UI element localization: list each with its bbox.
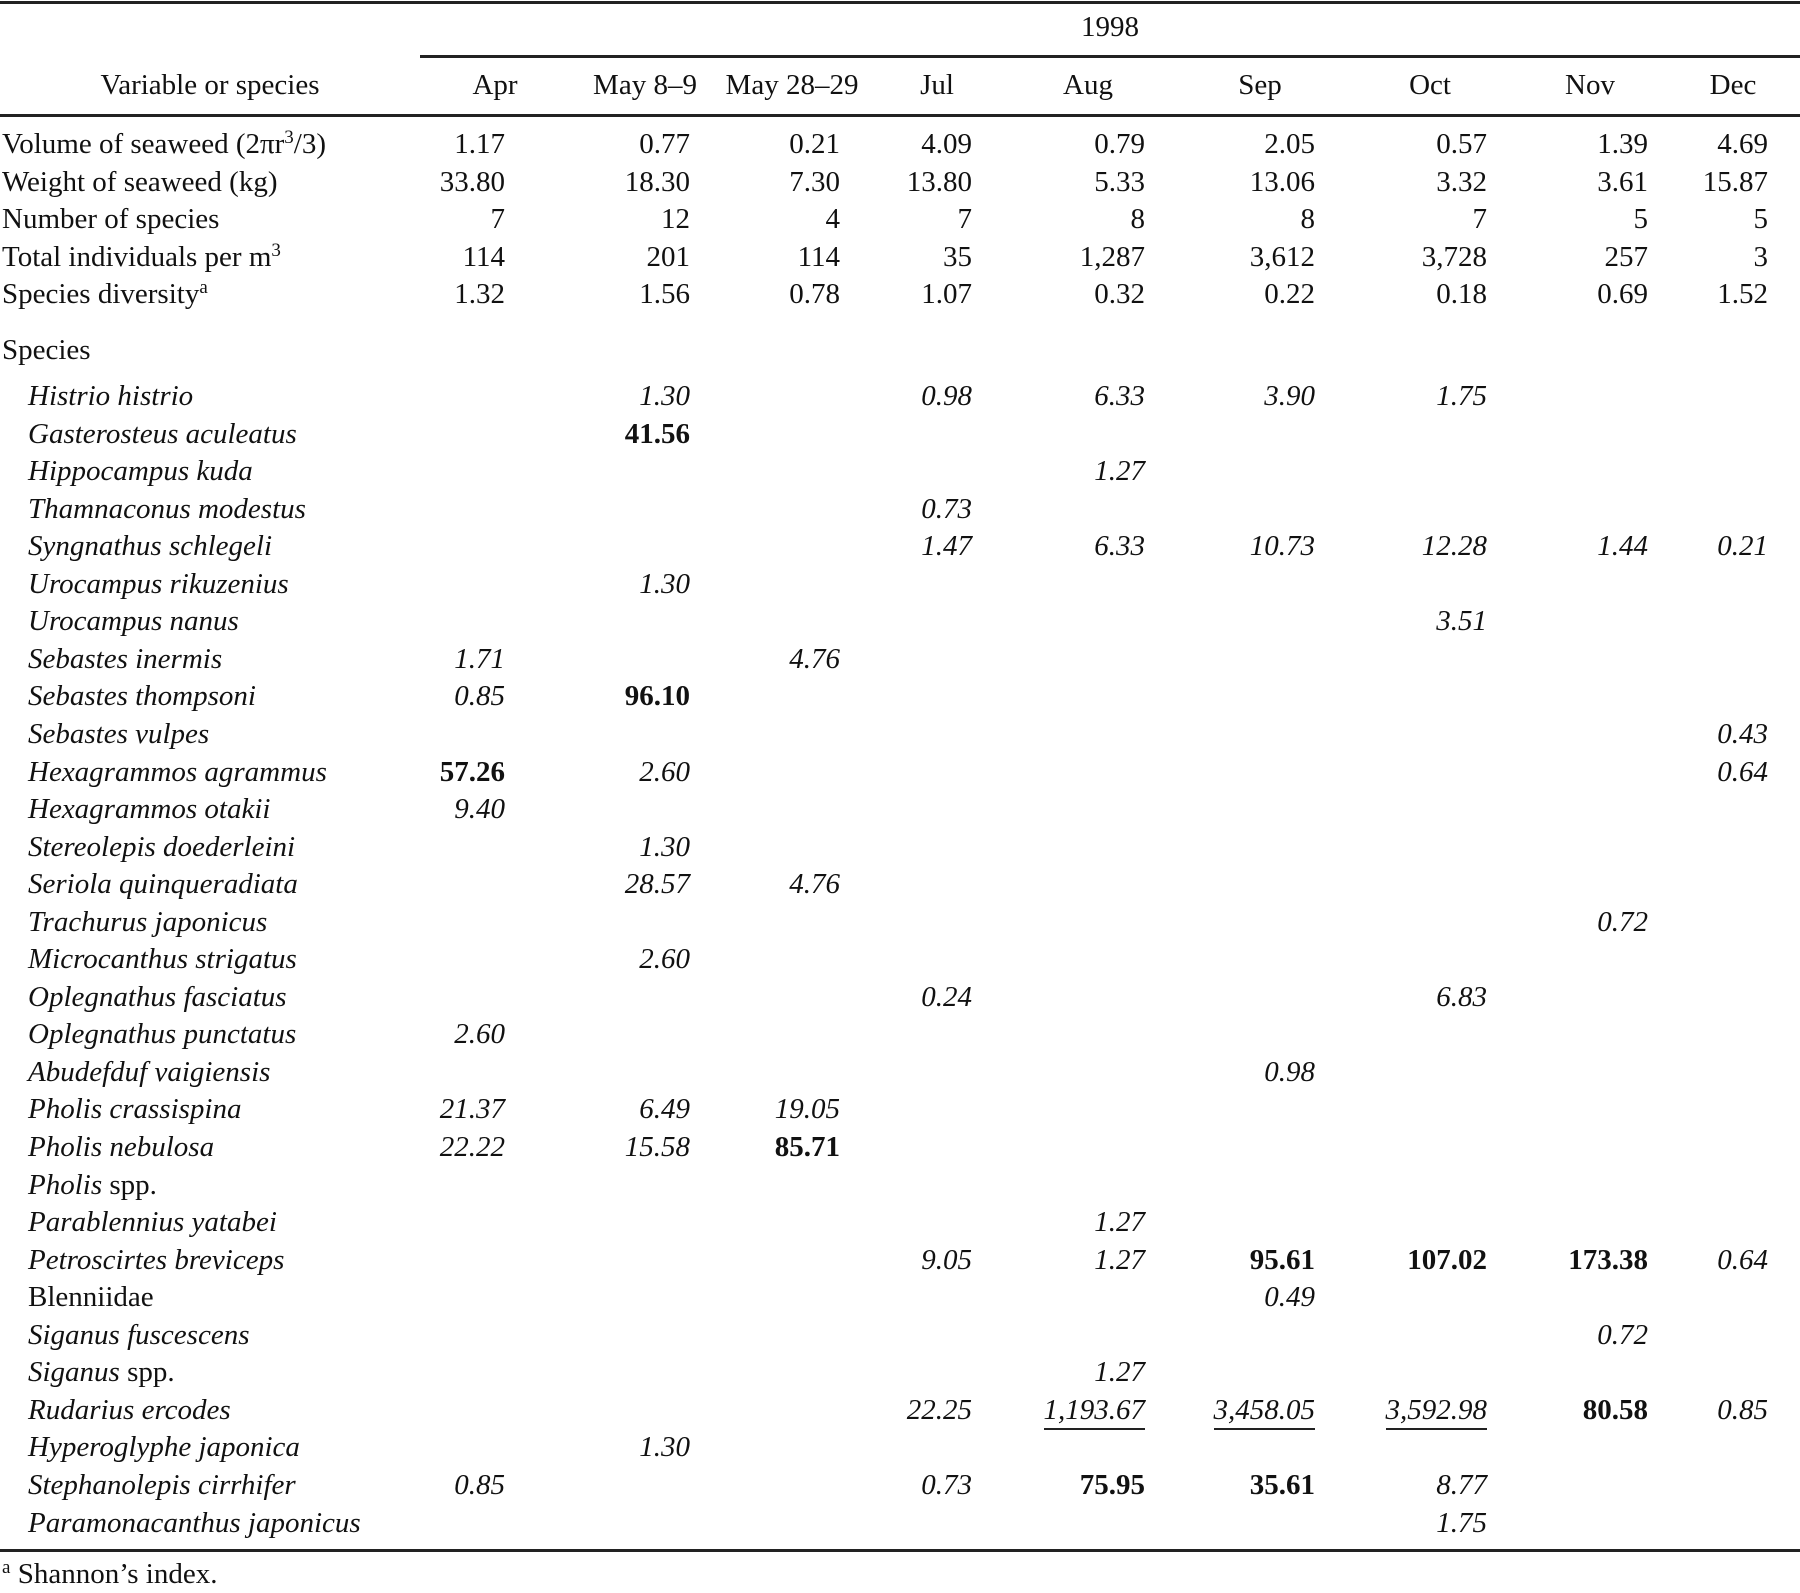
species-value-text: 0.72 — [1597, 1318, 1648, 1351]
species-name-text: Oplegnathus punctatus — [28, 1018, 297, 1051]
species-value-text: 4.76 — [789, 868, 840, 901]
variable-value: 3,612 — [1249, 240, 1315, 273]
year-rule — [420, 55, 1800, 58]
species-name-text: Microcanthus strigatus — [28, 943, 297, 976]
variable-column-header: Variable or species — [100, 69, 320, 101]
variable-value: 0.32 — [1094, 278, 1145, 311]
variable-value: 1.17 — [454, 128, 505, 160]
species-name-text: Parablennius yatabei — [28, 1206, 277, 1239]
species-value-text: 9.40 — [454, 793, 505, 826]
species-name-text: Sebastes vulpes — [28, 717, 210, 750]
variable-label-superscript: 3 — [284, 127, 294, 148]
species-name — [28, 1241, 284, 1279]
species-value — [1608, 1241, 1768, 1279]
year-header: 1998 — [1081, 11, 1139, 43]
species-value — [345, 790, 505, 828]
species-value-text: 1.44 — [1597, 530, 1648, 563]
species-name — [28, 377, 193, 415]
species-value — [985, 1391, 1145, 1429]
species-name-suffix: Blenniidae — [28, 1281, 154, 1314]
species-value — [985, 1203, 1145, 1241]
bottom-rule — [0, 1549, 1800, 1552]
species-name — [28, 452, 253, 490]
variable-value: 0.21 — [789, 128, 840, 160]
species-value — [1488, 1316, 1648, 1354]
variable-value: 3.61 — [1597, 165, 1648, 198]
species-value-text: 96.10 — [624, 680, 690, 713]
species-value-text: 1.75 — [1436, 380, 1487, 412]
species-value — [812, 978, 972, 1016]
variable-value: 201 — [646, 240, 690, 273]
species-name — [28, 602, 239, 640]
species-value — [1608, 753, 1768, 791]
species-value-text: 3.51 — [1436, 605, 1487, 638]
species-name-text: Stereolepis doederleini — [28, 830, 296, 863]
species-value — [1155, 1241, 1315, 1279]
species-name-text: Trachurus japonicus — [28, 905, 268, 938]
species-name — [28, 1053, 270, 1091]
variable-value: 7 — [957, 203, 972, 236]
species-value-text: 10.73 — [1249, 530, 1315, 563]
species-value — [680, 1090, 840, 1128]
variable-value: 0.77 — [639, 128, 690, 160]
species-value-text: 1.30 — [639, 1431, 690, 1464]
species-value-text: 28.57 — [624, 868, 690, 901]
variable-value: 13.06 — [1249, 165, 1315, 198]
species-name — [28, 903, 267, 941]
variable-value: 3,728 — [1421, 240, 1487, 273]
species-value — [345, 640, 505, 678]
species-value-text: 3,592.98 — [1386, 1394, 1488, 1430]
species-name-text: Gasterosteus aculeatus — [28, 417, 297, 450]
species-name — [28, 640, 222, 678]
species-value-text: 9.05 — [921, 1243, 972, 1276]
species-name-text: Sebastes inermis — [28, 642, 223, 675]
species-value — [1327, 377, 1487, 415]
species-name-text: Petroscirtes breviceps — [28, 1243, 285, 1276]
species-value-text: 0.21 — [1717, 530, 1768, 563]
species-value — [530, 940, 690, 978]
species-value-text: 15.58 — [624, 1131, 690, 1163]
species-value-text: 1.30 — [639, 830, 690, 863]
species-name — [28, 1128, 214, 1166]
species-value — [345, 1090, 505, 1128]
variable-value: 18.30 — [624, 165, 690, 198]
species-value — [1327, 1504, 1487, 1542]
species-name-text: Seriola quinqueradiata — [28, 868, 298, 901]
species-name — [28, 940, 297, 978]
variable-value: 5.33 — [1094, 165, 1145, 198]
species-value-text: 12.28 — [1421, 530, 1487, 563]
variable-label-text: Species diversity — [2, 278, 200, 311]
species-value-text: 22.22 — [439, 1131, 505, 1163]
species-name-text: Hexagrammos agrammus — [28, 755, 327, 788]
species-value-text: 8.77 — [1436, 1468, 1487, 1501]
species-value-text: 0.73 — [921, 1468, 972, 1501]
footnote-text: Shannon’s index. — [10, 1558, 218, 1590]
variable-value: 7 — [1472, 203, 1487, 236]
species-name — [28, 527, 272, 565]
species-name-text: Urocampus rikuzenius — [28, 567, 289, 600]
species-name — [28, 490, 306, 528]
species-value — [1488, 903, 1648, 941]
species-value — [1327, 978, 1487, 1016]
variable-value: 3 — [1753, 240, 1768, 273]
variable-label-text: Volume of seaweed (2πr — [2, 128, 285, 160]
species-value — [1155, 1278, 1315, 1316]
variable-label — [2, 163, 277, 201]
species-value-text: 1.30 — [639, 567, 690, 600]
species-name-text: Hippocampus kuda — [28, 455, 253, 488]
variable-value: 0.57 — [1436, 128, 1487, 160]
variable-value: 4.69 — [1717, 128, 1768, 160]
species-value-text: 6.49 — [639, 1093, 690, 1126]
species-value — [985, 1466, 1145, 1504]
species-value — [985, 527, 1145, 565]
species-value-text: 57.26 — [439, 755, 505, 788]
species-value — [530, 565, 690, 603]
variable-value: 0.22 — [1264, 278, 1315, 311]
species-name — [28, 1015, 296, 1053]
variable-value: 3.32 — [1436, 165, 1487, 198]
species-name — [28, 1353, 175, 1391]
species-value-text: 0.85 — [454, 1468, 505, 1501]
species-value — [530, 865, 690, 903]
species-value-text: 107.02 — [1407, 1243, 1487, 1276]
species-value — [1327, 602, 1487, 640]
species-value — [1155, 1466, 1315, 1504]
variable-value: 0.69 — [1597, 278, 1648, 311]
variable-label — [2, 125, 326, 163]
species-value — [345, 753, 505, 791]
variable-value: 114 — [462, 240, 505, 273]
species-name — [28, 865, 298, 903]
variable-value: 8 — [1130, 203, 1145, 236]
species-value-text: 1,193.67 — [1044, 1394, 1146, 1430]
species-heading: Species — [2, 334, 91, 366]
species-name — [28, 565, 289, 603]
variable-value: 7 — [490, 203, 505, 236]
month-header: Sep — [1238, 69, 1282, 101]
species-name-suffix: spp. — [119, 1356, 175, 1389]
variable-value: 12 — [661, 203, 690, 236]
variable-value: 1.56 — [639, 278, 690, 311]
month-header: Apr — [472, 69, 518, 101]
species-name — [28, 753, 327, 791]
species-value-text: 1.27 — [1094, 1356, 1145, 1389]
species-value — [985, 452, 1145, 490]
species-value-text: 0.85 — [454, 680, 505, 713]
variable-value: 13.80 — [906, 165, 972, 198]
species-value — [345, 677, 505, 715]
species-value — [812, 527, 972, 565]
month-header: Aug — [1063, 69, 1113, 101]
species-value-text: 95.61 — [1249, 1243, 1315, 1276]
species-value-text: 22.25 — [906, 1393, 972, 1426]
top-rule — [0, 1, 1800, 4]
species-value — [1608, 715, 1768, 753]
species-value — [530, 1090, 690, 1128]
species-value-text: 2.60 — [454, 1018, 505, 1051]
species-name — [28, 1428, 300, 1466]
species-name-text: Urocampus nanus — [28, 605, 239, 638]
variable-value: 1.07 — [921, 278, 972, 311]
species-value — [812, 1391, 972, 1429]
species-name — [28, 1316, 250, 1354]
species-value-text: 75.95 — [1079, 1468, 1145, 1501]
species-value-text: 0.72 — [1597, 905, 1648, 938]
variable-value: 15.87 — [1702, 165, 1768, 198]
species-value — [680, 865, 840, 903]
species-value-text: 0.98 — [1264, 1055, 1315, 1088]
species-value-text: 173.38 — [1568, 1243, 1648, 1276]
variable-label-superscript: 3 — [271, 239, 281, 261]
species-value-text: 1.71 — [454, 642, 505, 675]
variable-value: 1,287 — [1079, 240, 1145, 273]
species-value-text: 0.43 — [1717, 717, 1768, 750]
variable-value: 4 — [825, 203, 840, 236]
species-value-text: 0.49 — [1264, 1281, 1315, 1314]
variable-value: 1.52 — [1717, 278, 1768, 311]
species-value — [1608, 1391, 1768, 1429]
variable-value: 4.09 — [921, 128, 972, 160]
species-value — [345, 1128, 505, 1166]
species-value — [530, 677, 690, 715]
species-value-text: 1.27 — [1094, 1243, 1145, 1276]
month-header: Jul — [920, 69, 954, 101]
species-value-text: 19.05 — [774, 1093, 840, 1126]
species-value-text: 3,458.05 — [1214, 1394, 1316, 1430]
species-value-text: 2.60 — [639, 755, 690, 788]
species-name-suffix: spp. — [102, 1168, 157, 1201]
footnote-mark: a — [2, 1557, 11, 1578]
species-value-text: 6.83 — [1436, 980, 1487, 1013]
variable-value: 257 — [1604, 240, 1648, 273]
species-value-text: 21.37 — [439, 1093, 505, 1126]
species-name — [28, 1166, 157, 1204]
species-name — [28, 415, 297, 453]
species-name-text: Rudarius ercodes — [28, 1393, 231, 1426]
species-value — [1155, 1053, 1315, 1091]
species-value-text: 0.24 — [921, 980, 972, 1013]
species-value — [345, 1466, 505, 1504]
variable-value: 1.39 — [1597, 128, 1648, 160]
species-value — [985, 377, 1145, 415]
species-name-text: Thamnaconus modestus — [28, 492, 306, 525]
species-value — [680, 640, 840, 678]
species-name — [28, 978, 287, 1016]
species-value-text: 0.85 — [1717, 1393, 1768, 1426]
species-value — [1327, 1391, 1487, 1429]
month-header: Nov — [1565, 69, 1615, 101]
species-name — [28, 790, 270, 828]
species-name-text: Hexagrammos otakii — [28, 793, 271, 826]
variable-value: 0.18 — [1436, 278, 1487, 311]
species-value — [1155, 377, 1315, 415]
species-value — [530, 1128, 690, 1166]
species-name-text: Hyperoglyphe japonica — [28, 1431, 300, 1464]
species-value-text: 4.76 — [789, 642, 840, 675]
variable-label-text: Total individuals per m — [2, 240, 272, 273]
month-header: May 28–29 — [725, 69, 859, 101]
variable-label — [2, 275, 208, 313]
species-value — [1327, 1466, 1487, 1504]
species-value-text: 0.98 — [921, 380, 972, 412]
species-value-text: 1.27 — [1094, 1206, 1145, 1239]
variable-label-text: Number of species — [2, 203, 220, 236]
species-name-text: Sebastes thompsoni — [28, 680, 256, 713]
species-value-text: 35.61 — [1249, 1468, 1315, 1501]
species-name-text: Oplegnathus fasciatus — [28, 980, 287, 1013]
species-value — [812, 1241, 972, 1279]
species-value-text: 1.27 — [1094, 455, 1145, 488]
variable-label-text: Weight of seaweed (kg) — [2, 165, 278, 198]
species-value — [530, 753, 690, 791]
species-name — [28, 715, 209, 753]
species-value — [1327, 527, 1487, 565]
species-value-text: 80.58 — [1582, 1393, 1648, 1426]
species-value-text: 0.64 — [1717, 1243, 1768, 1276]
species-value — [812, 1466, 972, 1504]
species-name-text: Pholis nebulosa — [28, 1131, 215, 1163]
variable-value: 5 — [1633, 203, 1648, 236]
species-value — [1155, 1391, 1315, 1429]
species-value — [1327, 1241, 1487, 1279]
species-name — [28, 1278, 154, 1316]
species-value — [985, 1353, 1145, 1391]
species-value — [530, 415, 690, 453]
species-name-text: Stephanolepis cirrhifer — [28, 1468, 296, 1501]
variable-value: 0.78 — [789, 278, 840, 311]
species-name — [28, 1504, 361, 1542]
variable-value: 33.80 — [439, 165, 505, 198]
species-value — [812, 377, 972, 415]
species-value-text: 1.47 — [921, 530, 972, 563]
species-name-text: Siganus fuscescens — [28, 1318, 250, 1351]
species-value-text: 0.64 — [1717, 755, 1768, 788]
species-value — [1608, 527, 1768, 565]
species-name — [28, 1203, 277, 1241]
species-value-text: 85.71 — [774, 1131, 840, 1163]
header-rule — [0, 114, 1800, 117]
month-header: Dec — [1709, 69, 1757, 101]
species-name-text: Siganus — [28, 1356, 120, 1389]
species-value-text: 2.60 — [639, 943, 690, 976]
species-value — [680, 1128, 840, 1166]
species-name-text: Histrio histrio — [28, 380, 194, 412]
footnote — [2, 1555, 217, 1593]
species-value — [530, 828, 690, 866]
species-name — [28, 1090, 242, 1128]
species-name-text: Pholis crassispina — [28, 1093, 242, 1126]
month-header: May 8–9 — [593, 69, 697, 101]
variable-value: 114 — [797, 240, 840, 273]
variable-label — [2, 200, 219, 238]
species-value — [345, 1015, 505, 1053]
variable-value: 1.32 — [454, 278, 505, 311]
species-value-text: 0.73 — [921, 492, 972, 525]
species-name-text: Abudefduf vaigiensis — [28, 1055, 271, 1088]
species-name — [28, 828, 295, 866]
species-name — [28, 1466, 296, 1504]
variable-label-superscript: a — [199, 277, 208, 299]
species-name — [28, 677, 256, 715]
species-value-text: 3.90 — [1264, 380, 1315, 412]
species-name-text: Paramonacanthus japonicus — [28, 1506, 361, 1539]
species-name-text: Pholis — [28, 1168, 103, 1201]
species-value — [530, 377, 690, 415]
variable-value: 35 — [943, 240, 972, 273]
species-value — [1155, 527, 1315, 565]
variable-value: 7.30 — [789, 165, 840, 198]
variable-value: 0.79 — [1094, 128, 1145, 160]
variable-label — [2, 238, 281, 276]
species-value-text: 1.75 — [1436, 1506, 1487, 1539]
species-value — [985, 1241, 1145, 1279]
species-value-text: 6.33 — [1094, 530, 1145, 563]
variable-value: 8 — [1300, 203, 1315, 236]
variable-value: 5 — [1753, 203, 1768, 236]
species-value-text: 6.33 — [1094, 380, 1145, 412]
species-value — [530, 1428, 690, 1466]
species-value — [812, 490, 972, 528]
species-name — [28, 1391, 231, 1429]
month-header: Oct — [1409, 69, 1451, 101]
species-value-text: 41.56 — [624, 417, 690, 450]
species-value-text: 1.30 — [639, 380, 690, 412]
variable-value: 2.05 — [1264, 128, 1315, 160]
variable-label-suffix: /3) — [293, 128, 326, 160]
species-name-text: Syngnathus schlegeli — [28, 530, 273, 563]
